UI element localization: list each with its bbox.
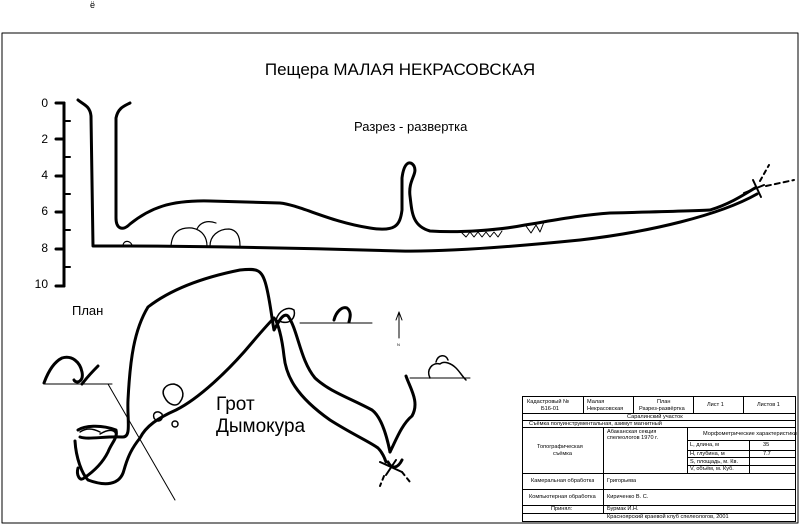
stamp-metric-label: L, длина, м bbox=[690, 442, 720, 448]
depth-tick-10: 10 bbox=[34, 277, 48, 291]
corner-mark: ё bbox=[90, 0, 96, 10]
grotto-label-line1: Грот bbox=[216, 394, 255, 415]
stamp-topo-team-1: Абаканская секция bbox=[607, 429, 657, 435]
stamp-topo-team-2: спелеологов 1970 г. bbox=[607, 435, 659, 441]
stamp-cadastre-value: Б16-01 bbox=[541, 406, 559, 412]
grotto-label bbox=[216, 394, 305, 438]
stamp-metric-value: 7.7 bbox=[763, 451, 771, 457]
stamp-morpho-title: Морфометрические характеристики bbox=[703, 431, 797, 437]
stamp-sheet-type-1: План bbox=[657, 399, 671, 405]
grotto-label-line2: Дымокура bbox=[216, 416, 306, 437]
section-entrance-marker bbox=[744, 165, 794, 197]
north-arrow bbox=[396, 312, 402, 338]
stamp-office-name: Григорьева bbox=[607, 478, 637, 484]
drawing-title: Пещера МАЛАЯ НЕКРАСОВСКАЯ bbox=[264, 60, 536, 79]
depth-tick-8: 8 bbox=[41, 241, 48, 255]
stamp-club: Красноярский краевой клуб спелеологов, 2001 bbox=[607, 514, 729, 520]
stamp-metric-label: V, объём, м. Куб. bbox=[690, 466, 734, 472]
stamp-office-label: Камеральная обработка bbox=[531, 478, 595, 484]
plan-entrance-marker bbox=[380, 460, 410, 486]
depth-tick-2: 2 bbox=[41, 132, 48, 146]
title-block bbox=[522, 396, 796, 522]
depth-tick-0: 0 bbox=[41, 96, 48, 110]
stamp-sheets: Листов 1 bbox=[757, 402, 780, 408]
stamp-computer-name: Кириченко В. С. bbox=[607, 494, 649, 500]
stamp-metric-label: S, площадь, м. Кв. bbox=[690, 459, 739, 465]
section-label: Разрез - развертка bbox=[354, 119, 468, 134]
stamp-sheet-type-2: Разрез-развёртка bbox=[639, 406, 685, 412]
stamp-area: Саралинский участок bbox=[627, 414, 683, 420]
depth-scale-bar bbox=[56, 103, 70, 286]
cave-plan-outline bbox=[44, 269, 415, 483]
stamp-metric-value: 35 bbox=[763, 442, 770, 448]
stamp-survey-method: Съёмка полуинструментальная, азимут магнитный bbox=[529, 421, 662, 427]
depth-tick-4: 4 bbox=[41, 168, 48, 182]
stamp-accepted-label: Принял: bbox=[551, 506, 573, 512]
stamp-topo-label-1: Топографическая bbox=[537, 444, 583, 450]
stamp-cave-name-2: Некрасовская bbox=[587, 406, 624, 412]
stamp-accepted-name: Бурмак И.Н. bbox=[607, 506, 639, 512]
stamp-cave-name-1: Малая bbox=[587, 399, 605, 405]
plan-label: План bbox=[72, 303, 104, 318]
north-arrow-label: N bbox=[397, 342, 400, 347]
stamp-metric-label: H, глубина, м bbox=[690, 451, 725, 457]
stamp-cadastre-label: Кадастровый № bbox=[527, 399, 569, 405]
stamp-sheet: Лист 1 bbox=[707, 402, 724, 408]
stamp-computer-label: Компьютерная обработка bbox=[529, 494, 596, 500]
section-boulders bbox=[123, 222, 240, 246]
depth-tick-6: 6 bbox=[41, 204, 48, 218]
stamp-topo-label-2: съёмка bbox=[553, 451, 572, 457]
